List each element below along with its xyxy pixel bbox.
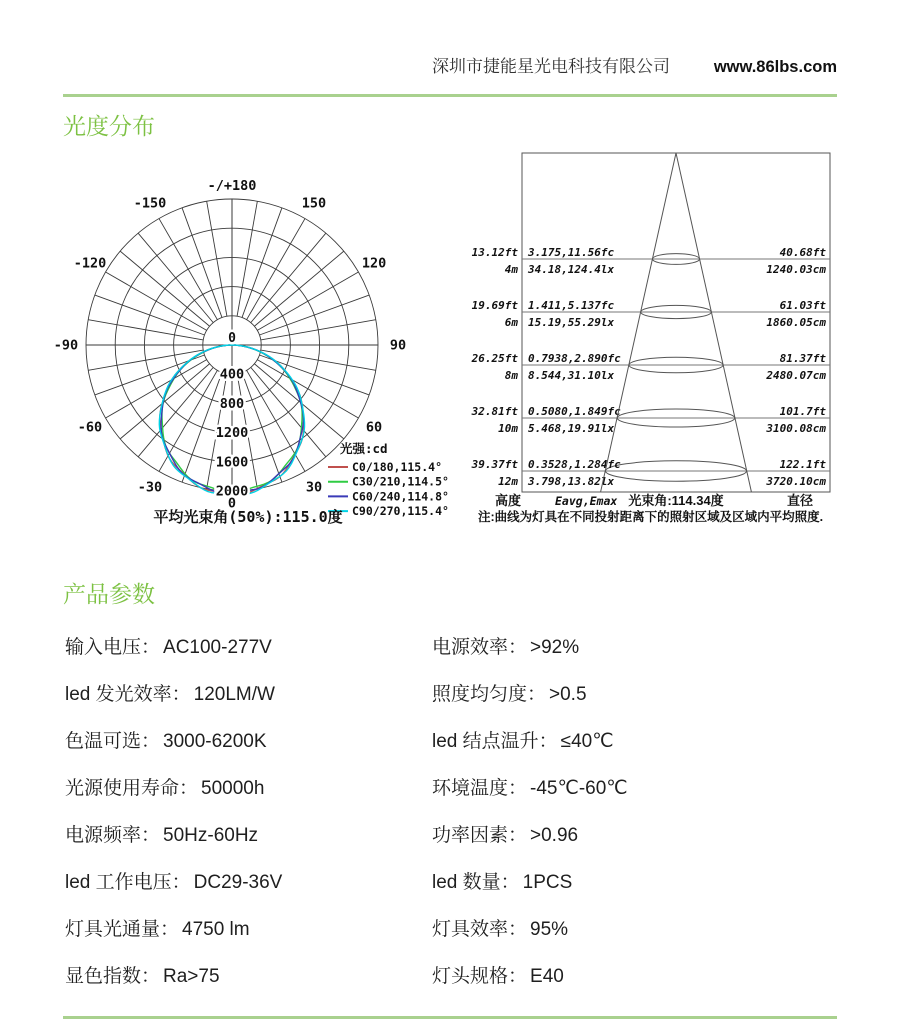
param-row [65,820,258,847]
param-value: 4750 lm [182,919,250,940]
param-label: 灯头规格： [432,966,528,987]
height-m-label: 8m [504,369,518,382]
diameter-ft-label: 61.03ft [779,299,826,312]
illuminance-fc-label: 0.5080,1.849fc [528,405,621,418]
legend-entry: C30/210,114.5° [352,474,449,489]
height-m-label: 10m [498,422,518,435]
param-value: 1PCS [522,872,573,893]
diameter-cm-label: 1860.05cm [766,316,826,329]
cone-note: 注:曲线为灯具在不同投射距离下的照射区域及区域内平均照度. [478,510,824,524]
column-e-label: Eavg,Emax [555,494,618,508]
radial-label: 400 [219,366,245,383]
header [432,52,837,77]
beam-angle-label: 光束角:114.34度 [628,493,724,508]
beam-angle-caption: 平均光束角(50%):115.0度 [153,508,343,526]
polar-spoke [242,208,282,318]
height-m-label: 6m [504,316,518,329]
illuminance-fc-label: 0.7938,2.890fc [528,352,621,365]
param-value: 50000h [201,778,265,799]
param-value: >92% [530,637,580,658]
illuminance-lx-label: 8.544,31.10lx [528,369,615,382]
section-title-photometric: 光度分布 [63,113,155,139]
param-value: >0.96 [530,825,579,846]
height-ft-label: 39.37ft [471,458,518,471]
param-label: 光源使用寿命： [65,778,199,799]
diameter-cm-label: 2480.07cm [766,369,826,382]
param-label: led 工作电压： [65,872,191,893]
polar-spoke [261,320,376,340]
param-row [432,632,579,659]
diameter-ft-label: 40.68ft [779,246,826,259]
column-diameter-label: 直径 [786,493,814,508]
param-row [432,679,587,706]
angle-label: 120 [361,255,387,272]
param-value: E40 [530,966,564,987]
legend-entry: C90/270,115.4° [352,504,449,519]
radial-label: 2000 [215,483,249,500]
angle-label: 90 [389,337,407,354]
height-ft-label: 32.81ft [471,405,518,418]
polar-spoke [207,201,227,316]
polar-spoke [237,201,257,316]
param-label: led 数量： [432,872,520,893]
param-label: 电源效率： [432,637,528,658]
param-value: 95% [530,919,569,940]
illuminance-fc-label: 1.411,5.137fc [528,299,615,312]
param-value: 120LM/W [193,684,275,705]
diameter-cm-label: 3100.08cm [766,422,826,435]
param-label: 显色指数： [65,966,161,987]
height-m-label: 4m [504,263,518,276]
param-label: 照度均匀度： [432,684,547,705]
polar-photometric-chart [30,160,470,540]
polar-spoke [88,320,203,340]
divider-bottom [63,1016,837,1019]
website-text: www.86lbs.com [713,58,837,76]
param-row [65,632,272,659]
polar-spoke [261,350,376,370]
param-row [65,914,250,941]
illuminance-lx-label: 3.798,13.82lx [528,475,615,488]
illuminance-lx-label: 5.468,19.91lx [528,422,615,435]
param-label: 色温可选： [65,731,161,752]
legend-entry: C60/240,114.8° [352,489,449,504]
param-label: 环境温度： [432,778,528,799]
param-row [65,867,282,894]
cone-side-right [676,153,751,492]
column-height-label: 高度 [494,493,522,508]
polar-center-label: 0 [228,331,236,346]
param-value: DC29-36V [193,872,283,893]
height-ft-label: 26.25ft [471,352,518,365]
angle-label: -90 [53,337,79,354]
illuminance-fc-label: 0.3528,1.284fc [528,458,621,471]
param-row [65,726,267,753]
angle-label: 60 [365,419,383,436]
company-name: 深圳市捷能星光电科技有限公司 [432,57,670,76]
param-label: 输入电压： [65,637,161,658]
legend-entry: C0/180,115.4° [352,460,443,474]
illuminance-lx-label: 15.19,55.29lx [528,316,615,329]
angle-label: 30 [305,479,323,496]
param-row [65,773,264,800]
radial-label: 1600 [215,454,249,471]
illuminance-fc-label: 3.175,11.56fc [528,246,615,259]
diameter-ft-label: 101.7ft [779,405,826,418]
angle-label: -60 [77,419,103,436]
legend-title: 光强:cd [340,441,388,456]
param-label: 电源频率： [65,825,161,846]
polar-spoke [88,350,203,370]
radial-label: 1200 [215,425,249,442]
param-label: 灯具效率： [432,919,528,940]
divider-top [63,94,837,97]
param-value: ≤40℃ [560,731,614,752]
polar-spoke [95,295,205,335]
param-row [432,773,628,800]
diameter-cm-label: 3720.10cm [766,475,826,488]
param-value: -45℃-60℃ [530,778,628,799]
polar-spoke [259,295,369,335]
param-value: 50Hz-60Hz [163,825,259,846]
diameter-ft-label: 81.37ft [779,352,826,365]
param-value: >0.5 [549,684,587,705]
diameter-cm-label: 1240.03cm [766,263,826,276]
param-row [65,961,220,988]
param-row [432,914,568,941]
angle-label: -120 [73,255,107,272]
height-m-label: 12m [498,475,518,488]
height-ft-label: 13.12ft [471,246,518,259]
param-row [432,726,614,753]
param-row [432,820,578,847]
angle-label: -30 [137,479,163,496]
diameter-ft-label: 122.1ft [779,458,826,471]
section-title-parameters: 产品参数 [63,581,155,607]
illuminance-lx-label: 34.18,124.4lx [528,263,615,276]
height-ft-label: 19.69ft [471,299,518,312]
param-row [432,961,564,988]
param-row [65,679,275,706]
param-label: 功率因素： [432,825,528,846]
angle-label: 0 [227,495,237,512]
param-label: 灯具光通量： [65,919,180,940]
polar-spoke [182,208,222,318]
angle-label: -150 [133,195,167,212]
cone-diagram-chart [470,140,880,530]
param-value: Ra>75 [163,966,220,987]
angle-label: -/+180 [207,178,257,194]
param-row [432,867,572,894]
radial-label: 800 [219,395,245,412]
param-label: led 发光效率： [65,684,191,705]
param-value: AC100-277V [163,637,272,658]
param-value: 3000-6200K [163,731,267,752]
angle-label: 150 [301,195,327,212]
param-label: led 结点温升： [432,731,558,752]
